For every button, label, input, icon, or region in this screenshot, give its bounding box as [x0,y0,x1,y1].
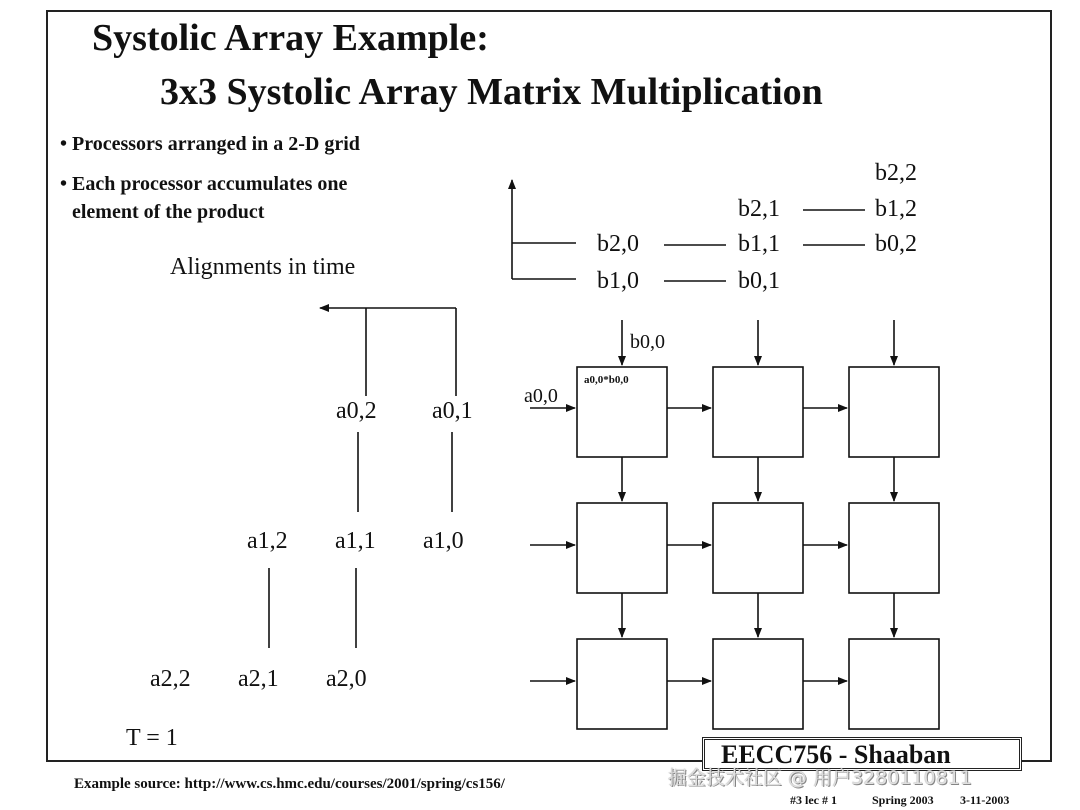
course-badge-text: EECC756 - Shaaban [721,740,951,769]
time-label: T = 1 [126,725,178,751]
watermark: 掘金技术社区 @ 用户3280110811 [668,767,972,789]
cell-2-0 [577,639,667,729]
slide-title-line1: Systolic Array Example: [92,17,489,59]
footer-date: 3-11-2003 [960,793,1010,807]
label-b01: b0,1 [738,268,780,294]
label-b11: b1,1 [738,231,780,257]
cell-2-2 [849,639,939,729]
cell-1-0 [577,503,667,593]
label-b22: b2,2 [875,160,917,186]
cell-0-1 [713,367,803,457]
label-a02: a0,2 [336,398,377,424]
cell-0-2 [849,367,939,457]
bullet-accumulates: • Each processor accumulates one [60,173,348,195]
cell-1-1 [713,503,803,593]
bullet-processors: • Processors arranged in a 2-D grid [60,133,360,155]
label-b20: b2,0 [597,231,639,257]
footer-slide-number: #3 lec # 1 [790,793,837,807]
cell-2-1 [713,639,803,729]
label-b21: b2,1 [738,196,780,222]
label-a22: a2,2 [150,666,191,692]
cell-1-2 [849,503,939,593]
label-b12: b1,2 [875,196,917,222]
label-a00: a0,0 [524,385,558,407]
footer-term: Spring 2003 [872,793,934,807]
label-a12: a1,2 [247,528,288,554]
label-a10: a1,0 [423,528,464,554]
cell-0-0-note: a0,0*b0,0 [584,374,629,386]
label-a20: a2,0 [326,666,367,692]
slide-title-line2: 3x3 Systolic Array Matrix Multiplication [160,71,823,113]
label-b00: b0,0 [630,331,665,353]
example-source: Example source: http://www.cs.hmc.edu/courses/2001/spring/cs156/ [74,776,505,792]
label-a11: a1,1 [335,528,376,554]
label-b10: b1,0 [597,268,639,294]
label-b02: b0,2 [875,231,917,257]
label-a01: a0,1 [432,398,473,424]
bullet-accumulates-cont: element of the product [72,201,265,223]
alignments-label: Alignments in time [170,254,356,280]
label-a21: a2,1 [238,666,279,692]
